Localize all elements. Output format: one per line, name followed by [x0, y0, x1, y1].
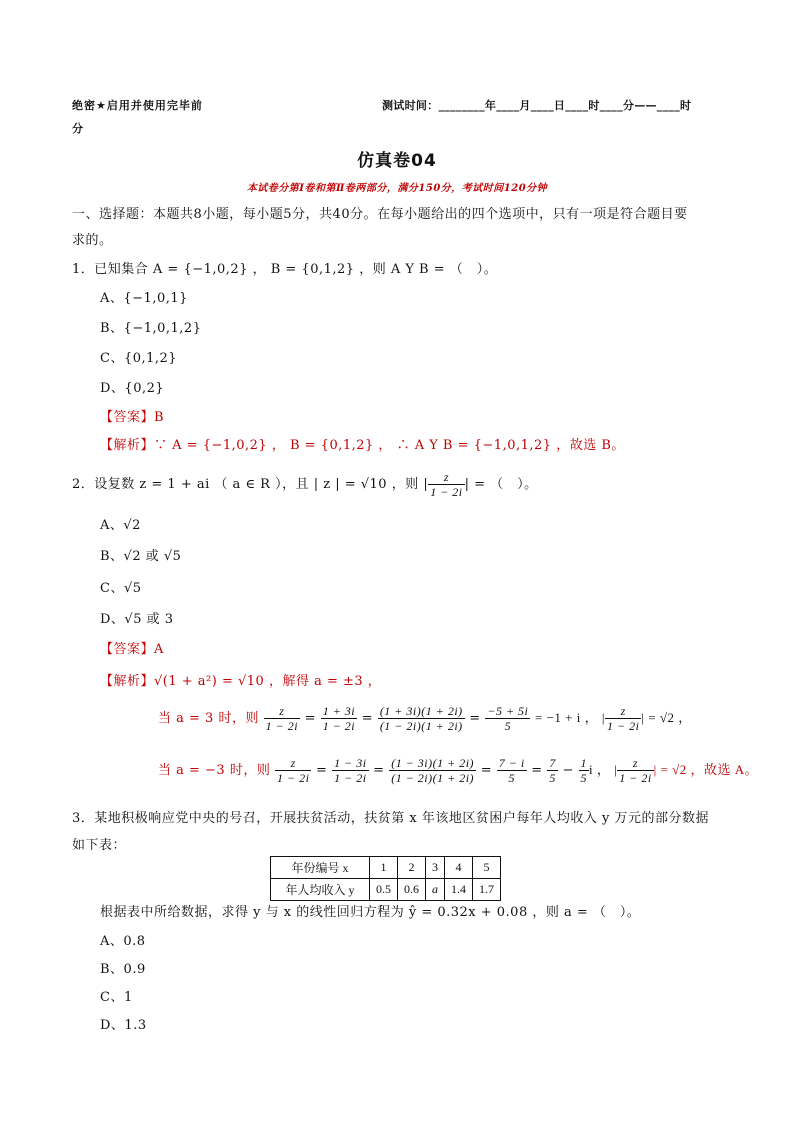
table-row: [271, 857, 501, 879]
confidential-label-cont: 分: [72, 122, 84, 135]
frac-den: 5: [504, 719, 512, 733]
frac-num: −5 + 5i: [487, 704, 529, 718]
fraction: [321, 704, 357, 733]
q3-option-b: B、0.9: [100, 962, 146, 977]
frac-num: z: [275, 756, 311, 771]
q2-analysis-line3: 当 a = −3 时，则 $\frac{z}{1 - 2i}$ = $\frac{1 - 3i}{1 - 2i}$ = $\frac{(1 - 3i)(1 + 2i)}{(1 - 2i)(1 + 2i)}$ = $\frac{7 - i}{5}$ = $\frac{7}{5}$ − $\frac{1}{5}$ i ， | $\frac{z}{1 - 2i}$ | = √2 ，故选 A。: [158, 756, 759, 785]
page-title: 仿真卷04: [357, 151, 437, 171]
fraction: [485, 704, 530, 733]
q1-answer: [100, 406, 164, 425]
analysis-tag: 【解析】: [100, 438, 155, 453]
frac-num: z: [264, 704, 300, 719]
q3-option-c: C、1: [100, 990, 133, 1005]
fraction: [605, 704, 641, 733]
frac-den: 5: [549, 771, 556, 785]
q2-option-a: A、√2: [100, 518, 141, 533]
table-cell: 1.7: [473, 879, 501, 901]
frac-den: 1 − 2i: [276, 771, 310, 785]
math-text: i ， |: [589, 762, 618, 777]
q3-option-a: A、0.8: [100, 934, 146, 949]
q1-stem: 1．已知集合 A = {−1,0,2} ， B = {0,1,2} ，则 A Y B = （ ）。: [72, 262, 498, 277]
fraction: [497, 756, 527, 785]
answer-tag: 【答案】: [100, 410, 155, 425]
frac-den: 1 − 2i: [322, 719, 356, 733]
table-cell: 1: [370, 857, 398, 879]
q2-stem-end: | = （ ）。: [464, 477, 538, 492]
table-cell: 3: [426, 857, 445, 879]
answer-value: A: [154, 642, 164, 657]
case-label: 当 a = 3 时，则: [158, 711, 259, 726]
table-cell: 5: [473, 857, 501, 879]
data-table-wrapper: [270, 856, 501, 901]
frac-num: z: [605, 704, 641, 719]
q3-stem: 3．某地积极响应党中央的号召，开展扶贫活动，扶贫第 x 年该地区贫困户每年人均收入 y 万元的部分数据: [72, 811, 709, 826]
analysis-tag: 【解析】: [100, 674, 155, 689]
q1-option-b: B、{−1,0,1,2}: [100, 321, 202, 336]
frac-den: (1 − 2i)(1 + 2i): [391, 771, 475, 785]
q2-answer: [100, 638, 164, 657]
confidential-label: 绝密★启用并使用完毕前: [72, 99, 203, 112]
fraction: [579, 756, 590, 785]
table-cell: 0.6: [398, 879, 426, 901]
frac-den: (1 − 2i)(1 + 2i): [379, 719, 463, 733]
q3-stem-cont: 如下表：: [72, 838, 127, 853]
table-cell: a: [426, 879, 445, 901]
math-text: | = √2 ，故选 A。: [653, 762, 759, 777]
fraction: [547, 756, 558, 785]
frac-den: 5: [580, 771, 588, 785]
frac-num: 7: [549, 756, 556, 770]
paper-subtitle: 本试卷分第Ⅰ卷和第Ⅱ卷两部分，满分150分，考试时间120分钟: [246, 183, 548, 194]
table-cell: 2: [398, 857, 426, 879]
table-cell: 年份编号 x: [271, 857, 370, 879]
fraction: [389, 756, 476, 785]
frac-num: z: [617, 756, 653, 771]
math-text: | = √2 ，: [641, 710, 692, 725]
q2-analysis: [100, 670, 381, 689]
frac-num: z: [428, 470, 464, 485]
table-cell: 1.4: [445, 879, 473, 901]
q1-analysis: [100, 434, 625, 453]
q1-option-d: D、{0,2}: [100, 381, 165, 396]
section-heading-cont: 求的。: [72, 233, 113, 248]
math-text: = −1 + i ， |: [535, 710, 605, 725]
section-heading: 一、选择题：本题共8小题，每小题5分，共40分。在每小题给出的四个选项中，只有一项是符合题目要: [72, 207, 688, 222]
fraction: [378, 704, 465, 733]
fraction: [264, 704, 300, 733]
table-row: [271, 879, 501, 901]
table-cell: 年人均收入 y: [271, 879, 370, 901]
q1-option-a: A、{−1,0,1}: [100, 291, 188, 306]
data-table: [270, 856, 501, 901]
answer-tag: 【答案】: [100, 642, 155, 657]
frac-num: 1 + 3i: [322, 704, 356, 718]
analysis-line1: √(1 + a²) = √10 ，解得 a = ±3 ，: [154, 674, 382, 689]
fraction: [617, 756, 653, 785]
frac-num: 1 − 3i: [334, 756, 367, 770]
q3-stem-question: 根据表中所给数据，求得 y 与 x 的线性回归方程为 ŷ = 0.32x + 0.08 ，则 a = （ ）。: [100, 905, 641, 920]
frac-num: 1: [580, 756, 588, 770]
table-cell: 4: [445, 857, 473, 879]
q1-option-c: C、{0,1,2}: [100, 351, 178, 366]
frac-num: (1 + 3i)(1 + 2i): [379, 704, 463, 718]
fraction: [275, 756, 311, 785]
frac-den: 5: [508, 771, 515, 785]
q2-option-d: D、√5 或 3: [100, 612, 174, 627]
table-cell: 0.5: [370, 879, 398, 901]
fraction: [332, 756, 368, 785]
q3-option-d: D、1.3: [100, 1018, 147, 1033]
test-time-field: 测试时间：________年____月____日____时____分——____时: [382, 99, 692, 112]
frac-num: (1 − 3i)(1 + 2i): [391, 756, 475, 770]
frac-den: 1 − 2i: [606, 719, 640, 733]
case-label: 当 a = −3 时，则: [158, 763, 271, 778]
q2-option-c: C、√5: [100, 581, 142, 596]
q2-analysis-line2: 当 a = 3 时，则 $\frac{z}{1 - 2i}$ = $\frac{1 + 3i}{1 - 2i}$ = $\frac{(1 + 3i)(1 + 2i)}{(1 - 2i)(1 + 2i)}$ = $\frac{-5 + 5i}{5}$ = −1 + i ， | $\frac{z}{1 - 2i}$ | = √2 ，: [158, 704, 692, 733]
answer-value: B: [154, 410, 165, 425]
q2-option-b: B、√2 或 √5: [100, 549, 182, 564]
q2-stem: [72, 470, 538, 499]
frac-den: 1 − 2i: [430, 485, 463, 499]
q2-stem-fraction: [428, 470, 464, 499]
analysis-text: ∵ A = {−1,0,2} ， B = {0,1,2} ， ∴ A Y B = {−1,0,1,2} ，故选 B。: [154, 438, 625, 453]
frac-den: 1 − 2i: [334, 771, 367, 785]
frac-den: 1 − 2i: [265, 719, 299, 733]
frac-num: 7 − i: [498, 756, 525, 770]
q2-stem-text: 2．设复数 z = 1 + ai （ a ∈ R ），且 | z | = √10 ，则 |: [72, 477, 429, 492]
frac-den: 1 − 2i: [619, 771, 652, 785]
